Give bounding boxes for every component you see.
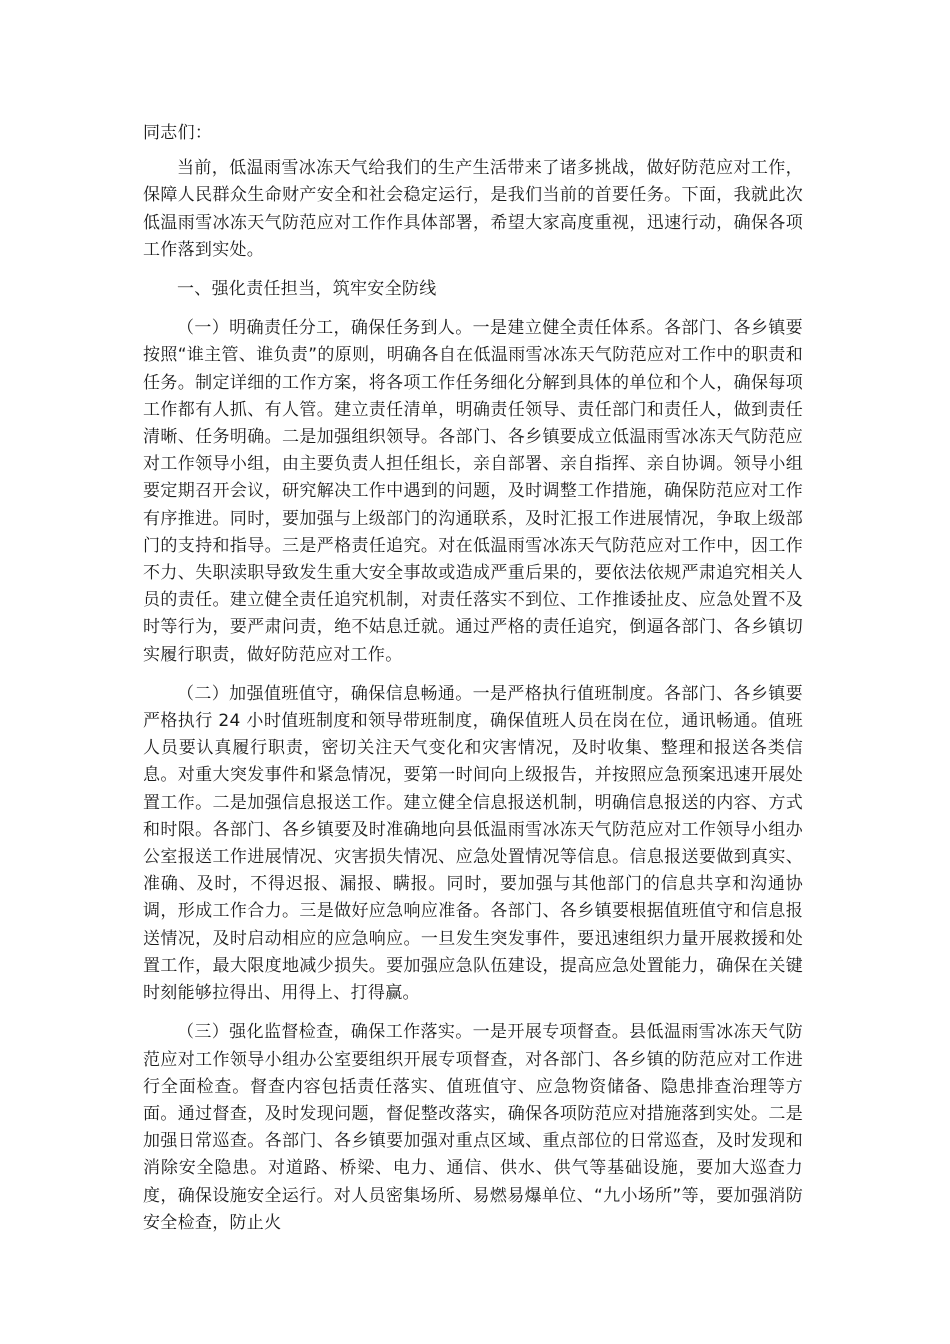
paragraph-responsibility: （一）明确责任分工，确保任务到人。一是建立健全责任体系。各部门、各乡镇要按照“谁主管、谁负责”的原则，明确各自在低温雨雪冰冻天气防范应对工作中的职责和任务。制定详细的工作方案，将各项工作任务细化分解到具体的单位和个人，确保每项工作都有人抓、有人管。建立责任清单，明确责任领导、责任部门和责任人，做到责任清晰、任务明确。二是加强组织领导。各部门、各乡镇要成立低温雨雪冰冻天气防范应对工作领导小组，由主要负责人担任组长，亲自部署、亲自指挥、亲自协调。领导小组要定期召开会议，研究解决工作中遇到的问题，及时调整工作措施，确保防范应对工作有序推进。同时，要加强与上级部门的沟通联系，及时汇报工作进展情况，争取上级部门的支持和指导。三是严格责任追究。对在低温雨雪冰冻天气防范应对工作中，因工作不力、失职渎职导致发生重大安全事故或造成严重后果的，要依法依规严肃追究相关人员的责任。建立健全责任追究机制，对责任落实不到位、工作推诿扯皮、应急处置不及时等行为，要严肃问责，绝不姑息迁就。通过严格的责任追究，倒逼各部门、各乡镇切实履行职责，做好防范应对工作。: [143, 318, 803, 665]
document-body: [143, 120, 803, 1249]
intro-paragraph: 当前，低温雨雪冰冻天气给我们的生产生活带来了诸多挑战，做好防范应对工作，保障人民群众生命财产安全和社会稳定运行，是我们当前的首要任务。下面，我就此次低温雨雪冰冻天气防范应对工作作具体部署，希望大家高度重视，迅速行动，确保各项工作落到实处。: [143, 158, 803, 260]
paragraph-supervision: （三）强化监督检查，确保工作落实。一是开展专项督查。县低温雨雪冰冻天气防范应对工作领导小组办公室要组织开展专项督查，对各部门、各乡镇的防范应对工作进行全面检查。督查内容包括责任落实、值班值守、应急物资储备、隐患排查治理等方面。通过督查，及时发现问题，督促整改落实，确保各项防范应对措施落到实处。二是加强日常巡查。各部门、各乡镇要加强对重点区域、重点部位的日常巡查，及时发现和消除安全隐患。对道路、桥梁、电力、通信、供水、供气等基础设施，要加大巡查力度，确保设施安全运行。对人员密集场所、易燃易爆单位、“九小场所”等，要加强消防安全检查，防止火: [143, 1022, 803, 1233]
salutation: 同志们：: [143, 123, 213, 143]
paragraph-duty: （二）加强值班值守，确保信息畅通。一是严格执行值班制度。各部门、各乡镇要严格执行 24 小时值班制度和领导带班制度，确保值班人员在岗在位，通讯畅通。值班人员要认真履行职责，密切关注天气变化和灾害情况，及时收集、整理和报送各类信息。对重大突发事件和紧急情况，要第一时间向上级报告，并按照应急预案迅速开展处置工作。二是加强信息报送工作。建立健全信息报送机制，明确信息报送的内容、方式和时限。各部门、各乡镇要及时准确地向县低温雨雪冰冻天气防范应对工作领导小组办公室报送工作进展情况、灾害损失情况、应急处置情况等信息。信息报送要做到真实、准确、及时，不得迟报、漏报、瞒报。同时，要加强与其他部门的信息共享和沟通协调，形成工作合力。三是做好应急响应准备。各部门、各乡镇要根据值班值守和信息报送情况，及时启动相应的应急响应。一旦发生突发事件，要迅速组织力量开展救援和处置工作，最大限度地减少损失。要加强应急队伍建设，提高应急处置能力，确保在关键时刻能够拉得出、用得上、打得赢。: [143, 683, 803, 1004]
section-heading: 一、强化责任担当，筑牢安全防线: [177, 279, 437, 300]
